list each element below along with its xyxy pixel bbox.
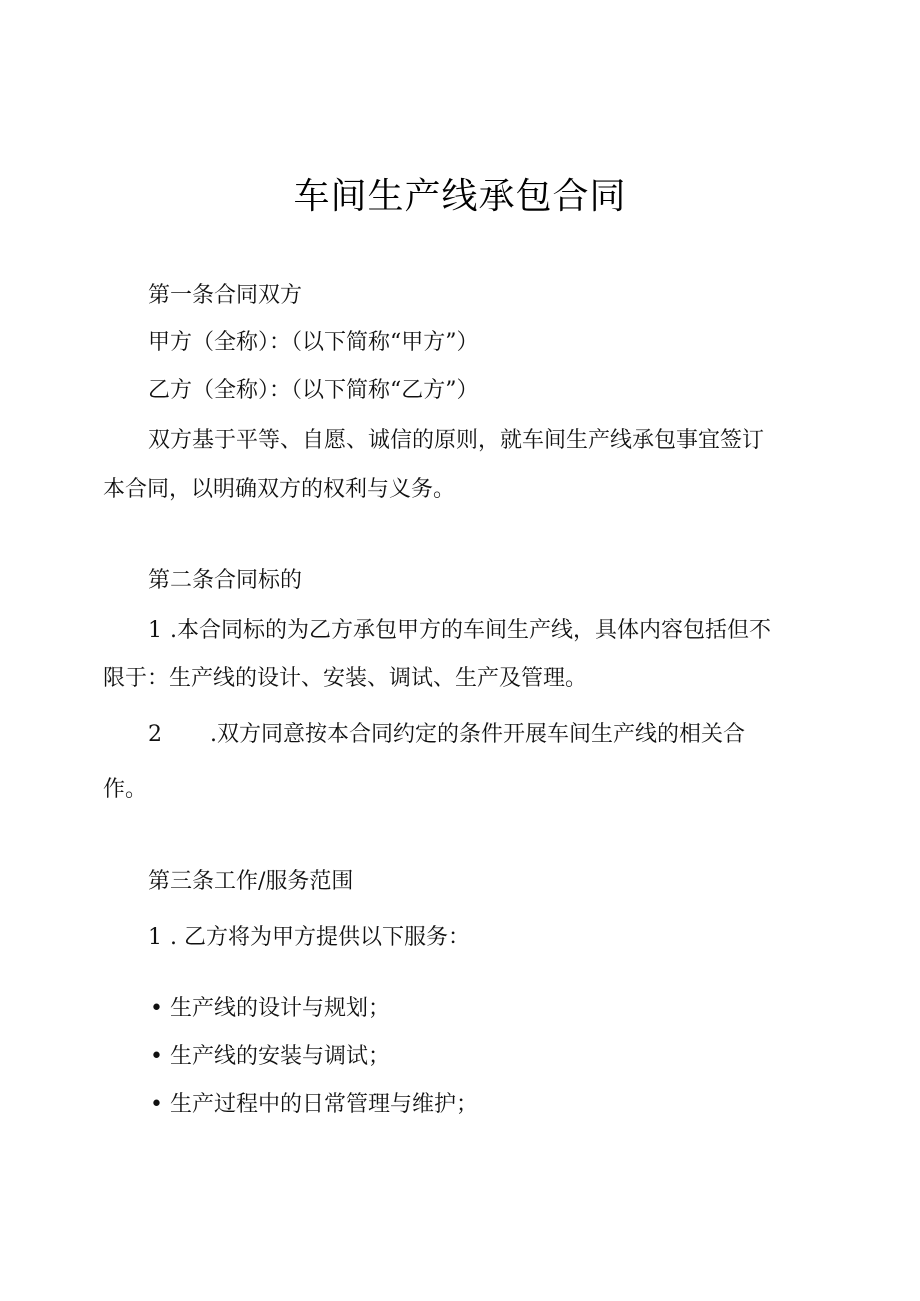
item-text: .双方同意按本合同约定的条件开展车间生产线的相关合 bbox=[210, 722, 745, 747]
section-3-item-1 bbox=[148, 923, 470, 953]
bullet-text: 生产线的设计与规划； bbox=[170, 996, 391, 1021]
party-b-line: 乙方（全称）：（以下简称“乙方”） bbox=[148, 378, 479, 403]
bullet-symbol: • bbox=[150, 996, 163, 1021]
section-1-paragraph-line-2: 本合同，以明确双方的权利与义务。 bbox=[103, 477, 456, 502]
bullet-symbol: • bbox=[150, 1092, 163, 1117]
section-2-heading: 第二条合同标的 bbox=[148, 568, 303, 593]
bullet-item bbox=[150, 1042, 390, 1072]
item-text: .本合同标的为乙方承包甲方的车间生产线，具体内容包括但不 bbox=[170, 618, 771, 643]
party-a-line: 甲方（全称）：（以下简称“甲方”） bbox=[148, 330, 479, 355]
item-number: 1 bbox=[148, 618, 162, 643]
bullet-item bbox=[150, 994, 390, 1024]
bullet-item bbox=[150, 1090, 478, 1120]
item-text: . 乙方将为甲方提供以下服务： bbox=[170, 925, 470, 950]
document-title: 车间生产线承包合同 bbox=[293, 176, 627, 217]
section-2-item-1-line-1 bbox=[148, 616, 771, 646]
section-3-heading: 第三条工作/服务范围 bbox=[148, 869, 354, 894]
section-2-item-2-line-2: 作。 bbox=[103, 777, 148, 802]
bullet-text: 生产过程中的日常管理与维护； bbox=[170, 1092, 479, 1117]
bullet-symbol: • bbox=[150, 1044, 163, 1069]
section-2-item-1-line-2: 限于：生产线的设计、安装、调试、生产及管理。 bbox=[103, 666, 588, 691]
section-2-item-2-line-1 bbox=[148, 720, 745, 750]
item-number: 2 bbox=[148, 722, 162, 747]
item-number: 1 bbox=[148, 925, 162, 950]
section-1-heading: 第一条合同双方 bbox=[148, 283, 303, 308]
section-1-paragraph-line-1: 双方基于平等、自愿、诚信的原则，就车间生产线承包事宜签订 bbox=[148, 428, 765, 453]
bullet-text: 生产线的安装与调试； bbox=[170, 1044, 391, 1069]
